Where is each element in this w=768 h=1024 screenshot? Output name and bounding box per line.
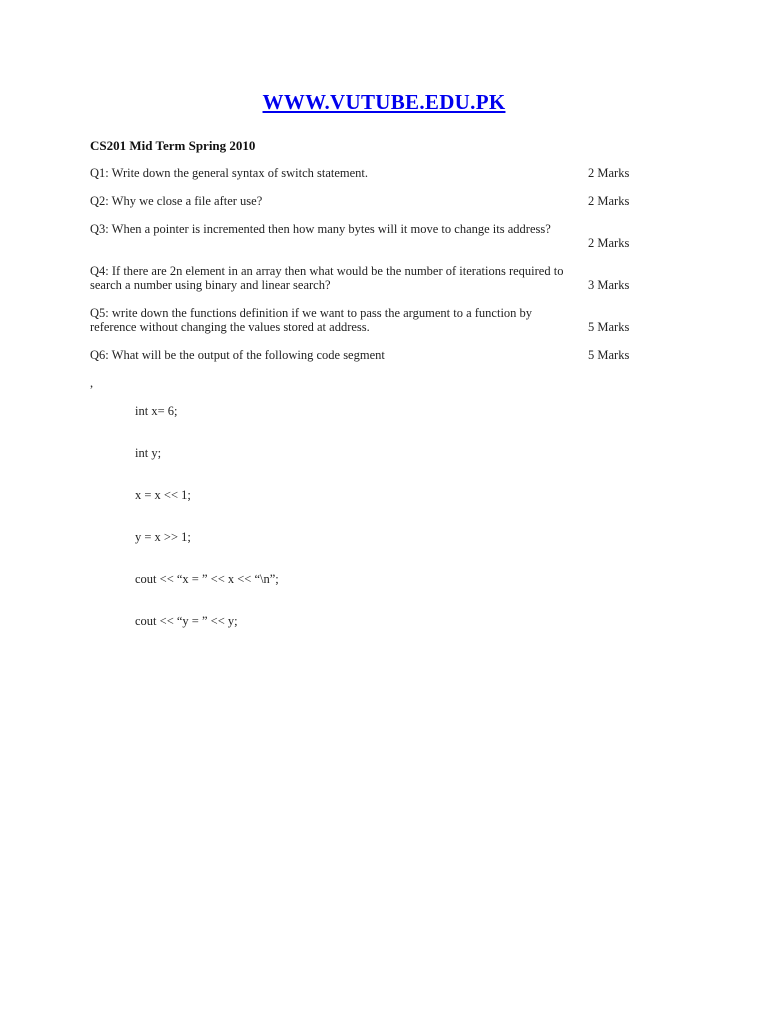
- question-6: [90, 348, 660, 362]
- code-line: cout << “x = ” << x << “\n”;: [135, 572, 279, 586]
- code-line: int x= 6;: [135, 404, 178, 418]
- question-4: [90, 264, 660, 292]
- question-text: Q2: Why we close a file after use?: [90, 194, 263, 208]
- question-text: Q1: Write down the general syntax of switch statement.: [90, 166, 369, 180]
- question-marks: 2 Marks: [588, 166, 630, 180]
- question-3: [90, 222, 660, 250]
- question-text-line-2: search a number using binary and linear search?: [90, 278, 331, 292]
- question-5: [90, 306, 660, 334]
- site-link[interactable]: WWW.VUTUBE.EDU.PK: [262, 90, 506, 114]
- question-marks: 2 Marks: [588, 194, 630, 208]
- question-text-line-1: Q5: write down the functions definition if we want to pass the argument to a function by: [90, 306, 533, 320]
- question-marks: 3 Marks: [588, 278, 630, 292]
- code-lines: [135, 376, 279, 656]
- question-2: [90, 194, 660, 208]
- code-line: int y;: [135, 446, 162, 460]
- code-line: y = x >> 1;: [135, 530, 191, 544]
- question-1: [90, 166, 660, 180]
- question-marks: 2 Marks: [588, 236, 630, 250]
- document-title: CS201 Mid Term Spring 2010: [90, 138, 256, 153]
- question-marks: 5 Marks: [588, 348, 630, 362]
- code-leading-comma: ,: [90, 376, 94, 390]
- question-marks: 5 Marks: [588, 320, 630, 334]
- question-text: Q3: When a pointer is incremented then how many bytes will it move to change its address?: [90, 222, 551, 236]
- code-line: cout << “y = ” << y;: [135, 614, 238, 628]
- question-text-line-2: reference without changing the values stored at address.: [90, 320, 370, 334]
- question-text: Q6: What will be the output of the following code segment: [90, 348, 385, 362]
- code-line: x = x << 1;: [135, 488, 191, 502]
- question-text-line-1: Q4: If there are 2n element in an array then what would be the number of iterations required to: [90, 264, 564, 278]
